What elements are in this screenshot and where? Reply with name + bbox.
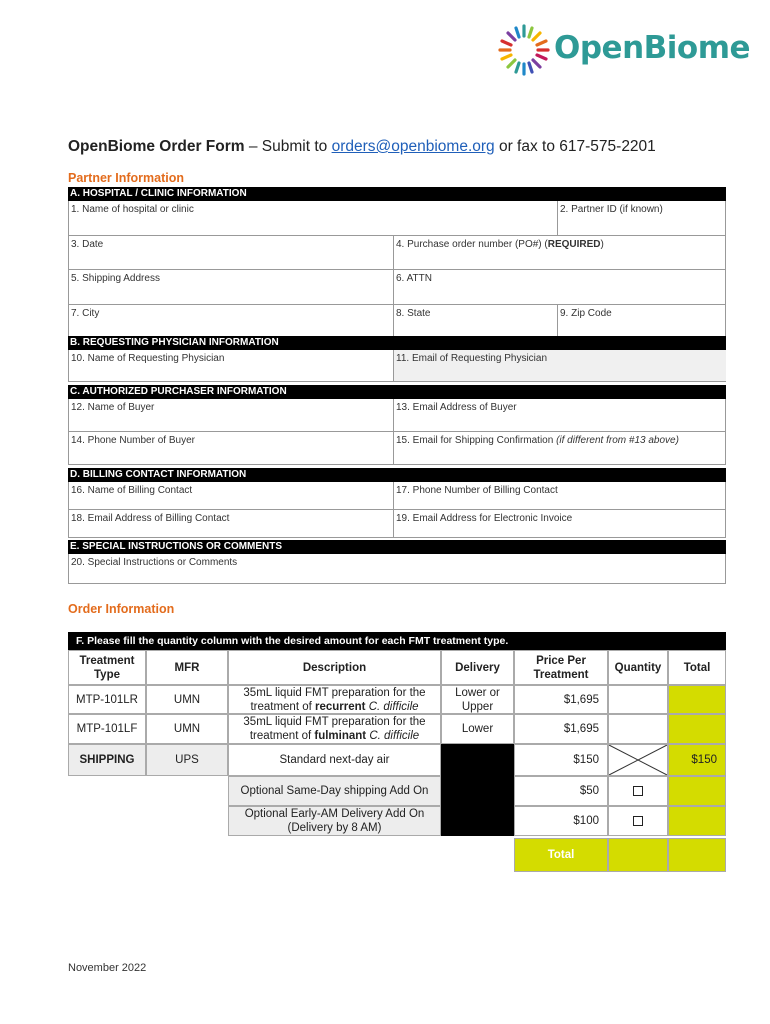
shipping-confirmation-email-field[interactable]	[394, 432, 726, 464]
billing-email-field[interactable]	[69, 510, 394, 537]
opt1-total	[668, 776, 726, 806]
physician-email-field[interactable]	[394, 350, 726, 381]
row1-total	[668, 685, 726, 714]
state-label: 8. State	[396, 308, 431, 319]
partner-id-field[interactable]	[558, 201, 726, 236]
heading-fax: or fax to 617-575-2201	[494, 138, 656, 155]
physician-name-field[interactable]	[69, 350, 394, 381]
opt2-total	[668, 806, 726, 836]
state-field[interactable]	[394, 305, 558, 337]
row1-desc-italic: C. difficile	[365, 700, 419, 713]
physician-table	[68, 350, 726, 382]
opt1-checkbox[interactable]	[608, 776, 668, 806]
zip-field[interactable]	[558, 305, 726, 337]
shipping-type: SHIPPING	[68, 744, 146, 776]
order-section-title: Order Information	[68, 602, 175, 616]
opt2-description: Optional Early-AM Delivery Add On (Delivery by 8 AM)	[228, 806, 441, 836]
row2-type: MTP-101LF	[68, 714, 146, 744]
buyer-email-field[interactable]	[394, 399, 726, 432]
date-field[interactable]	[69, 236, 394, 270]
shipping-quantity-crossed	[608, 744, 668, 776]
shipping-address-field[interactable]	[69, 270, 394, 305]
partner-id-label: 2. Partner ID (if known)	[560, 204, 663, 215]
section-a-header: A. HOSPITAL / CLINIC INFORMATION	[68, 187, 726, 201]
col-quantity: Quantity	[608, 650, 668, 685]
opt1-checkbox-icon	[633, 786, 643, 796]
section-b-header: B. REQUESTING PHYSICIAN INFORMATION	[68, 336, 726, 350]
shipping-address-label: 5. Shipping Address	[71, 273, 160, 284]
row1-desc-bold: recurrent	[315, 700, 366, 713]
partner-section-title: Partner Information	[68, 171, 184, 185]
attn-label: 6. ATTN	[396, 273, 432, 284]
row1-mfr: UMN	[146, 685, 228, 714]
form-heading	[68, 138, 656, 156]
opt2-checkbox-icon	[633, 816, 643, 826]
opt1-price: $50	[514, 776, 608, 806]
buyer-email-label: 13. Email Address of Buyer	[396, 402, 517, 413]
opt2-price: $100	[514, 806, 608, 836]
physician-email-label: 11. Email of Requesting Physician	[396, 353, 548, 364]
buyer-phone-field[interactable]	[69, 432, 394, 464]
opt2-checkbox[interactable]	[608, 806, 668, 836]
openbiome-logo	[496, 22, 751, 78]
opt1-description: Optional Same-Day shipping Add On	[228, 776, 441, 806]
special-instructions-label: 20. Special Instructions or Comments	[71, 557, 238, 568]
row1-type: MTP-101LR	[68, 685, 146, 714]
row2-desc-text: 35mL liquid FMT preparation for the treatment of	[243, 716, 426, 742]
city-field[interactable]	[69, 305, 394, 337]
po-number-field[interactable]	[394, 236, 726, 270]
section-e-header: E. SPECIAL INSTRUCTIONS OR COMMENTS	[68, 540, 726, 554]
physician-name-label: 10. Name of Requesting Physician	[71, 353, 225, 364]
row2-mfr: UMN	[146, 714, 228, 744]
section-c-header: C. AUTHORIZED PURCHASER INFORMATION	[68, 385, 726, 399]
logo-text: OpenBiome	[554, 30, 751, 66]
row1-quantity-input[interactable]	[608, 685, 668, 714]
row2-desc-italic: C. difficile	[366, 730, 420, 742]
billing-name-label: 16. Name of Billing Contact	[71, 485, 193, 496]
buyer-phone-label: 14. Phone Number of Buyer	[71, 435, 195, 446]
row2-delivery: Lower	[441, 714, 514, 744]
shipping-mfr: UPS	[146, 744, 228, 776]
col-treatment-type: Treatment Type	[68, 650, 146, 685]
grand-total-quantity	[608, 838, 668, 872]
col-total: Total	[668, 650, 726, 685]
buyer-name-label: 12. Name of Buyer	[71, 402, 155, 413]
footer-date: November 2022	[68, 962, 147, 974]
form-title: OpenBiome Order Form	[68, 138, 245, 155]
row1-desc-text: 35mL liquid FMT preparation for the treatment of	[243, 686, 426, 713]
attn-field[interactable]	[394, 270, 726, 305]
orders-email-link[interactable]: orders@openbiome.org	[331, 138, 495, 155]
row2-description	[228, 714, 441, 744]
row1-price: $1,695	[514, 685, 608, 714]
row2-desc-bold: fulminant	[314, 730, 367, 742]
po-label: 4. Purchase order number (PO#) (	[396, 239, 548, 250]
starburst-icon	[496, 22, 552, 78]
cross-out-icon	[609, 745, 667, 775]
buyer-name-field[interactable]	[69, 399, 394, 432]
row2-price: $1,695	[514, 714, 608, 744]
po-label-end: )	[600, 239, 604, 250]
col-delivery: Delivery	[441, 650, 514, 685]
shipping-total: $150	[668, 744, 726, 776]
billing-table	[68, 482, 726, 538]
grand-total-amount	[668, 838, 726, 872]
col-price: Price Per Treatment	[514, 650, 608, 685]
col-description: Description	[228, 650, 441, 685]
comments-table	[68, 554, 726, 584]
row2-quantity-input[interactable]	[608, 714, 668, 744]
invoice-email-label: 19. Email Address for Electronic Invoice	[396, 513, 573, 524]
billing-email-label: 18. Email Address of Billing Contact	[71, 513, 230, 524]
date-label: 3. Date	[71, 239, 104, 250]
billing-phone-label: 17. Phone Number of Billing Contact	[396, 485, 558, 496]
city-label: 7. City	[71, 308, 100, 319]
row2-total	[668, 714, 726, 744]
po-required: REQUIRED	[547, 239, 601, 250]
shipping-confirmation-note: (if different from #13 above)	[556, 435, 679, 446]
row1-delivery: Lower or Upper	[441, 685, 514, 714]
hospital-name-label: 1. Name of hospital or clinic	[71, 204, 194, 215]
shipping-delivery-blackout	[441, 744, 514, 836]
hospital-info-table	[68, 201, 726, 337]
zip-label: 9. Zip Code	[560, 308, 612, 319]
shipping-price: $150	[514, 744, 608, 776]
shipping-description: Standard next-day air	[228, 744, 441, 776]
section-f-header: F. Please fill the quantity column with the desired amount for each FMT treatment type.	[68, 632, 726, 650]
grand-total-label: Total	[514, 838, 608, 872]
hospital-name-field[interactable]	[69, 201, 558, 236]
purchaser-table	[68, 399, 726, 465]
invoice-email-field[interactable]	[394, 510, 726, 537]
heading-prefix: – Submit to	[244, 138, 332, 155]
section-d-header: D. BILLING CONTACT INFORMATION	[68, 468, 726, 482]
row1-description	[228, 685, 441, 714]
billing-name-field[interactable]	[69, 482, 394, 510]
special-instructions-field[interactable]	[69, 554, 726, 583]
billing-phone-field[interactable]	[394, 482, 726, 510]
col-mfr: MFR	[146, 650, 228, 685]
shipping-confirmation-label: 15. Email for Shipping Confirmation	[396, 435, 557, 446]
